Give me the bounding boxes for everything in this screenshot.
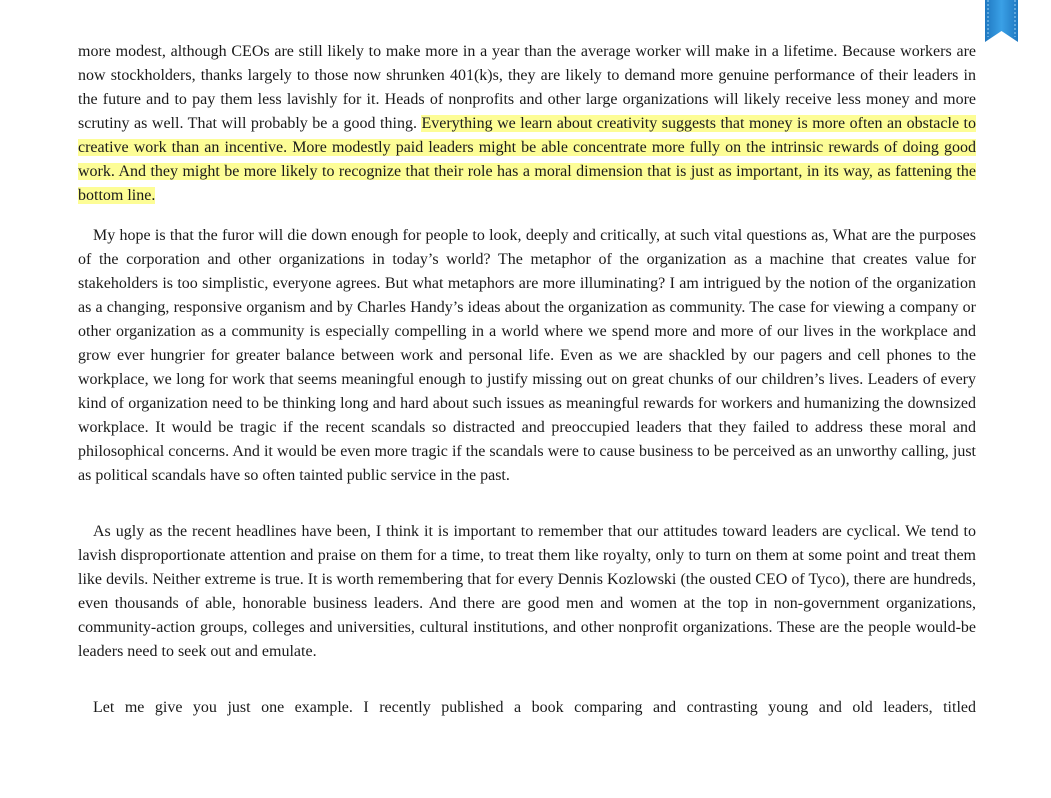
paragraph-4: Let me give you just one example. I recently published a book comparing and contrasting young and old leaders, titled <box>93 699 976 716</box>
paragraph-3: As ugly as the recent headlines have been, I think it is important to remember that our attitudes toward leaders are cyclical. We tend to lavish disproportionate attention and praise on them for a time, to treat them like royalty, only to turn on them at some point and treat them like devils. Neither extreme is true. It is worth remembering that for every Dennis Kozlowski (the ousted CEO of Tyco), there are hundreds, even thousands of able, honorable business leaders. And there are good men and women at the top in non-government organizations, community-action groups, colleges and universities, cultural institutions, and other nonprofit organizations. These are the people would-be leaders need to seek out and emulate. <box>78 523 976 660</box>
paragraph-1 <box>78 40 976 208</box>
bookmark-shape <box>985 0 1018 42</box>
paragraph-2: My hope is that the furor will die down enough for people to look, deeply and critically, at such vital questions as, What are the purposes of the corporation and other organizations in today’s world? The metaphor of the organization as a machine that creates value for stakeholders is too simplistic, everyone agrees. But what metaphors are more illuminating? I am intrigued by the notion of the organization as a changing, responsive organism and by Charles Handy’s ideas about the organization as community. The case for viewing a company or other organization as a community is especially compelling in a world where we spend more and more of our lives in the workplace and grow ever hungrier for greater balance between work and personal life. Even as we are shackled by our pagers and cell phones to the workplace, we long for work that seems meaningful enough to justify missing out on great chunks of our children’s lives. Leaders of every kind of organization need to be thinking long and hard about such issues as meaningful rewards for workers and humanizing the downsized workplace. It would be tragic if the recent scandals so distracted and preoccupied leaders that they failed to address these moral and philosophical concerns. And it would be even more tragic if the scandals were to cause business to be perceived as an unworthy calling, just as political scandals have so often tainted public service in the past. <box>78 227 976 484</box>
bookmark-ribbon-icon[interactable] <box>985 0 1018 42</box>
paragraph-1-text: more modest, although CEOs are still likely to make more in a year than the average worker will make in a lifetime. Because workers are now stockholders, thanks largely to those now shrunken 401(k)s, they are likely to demand more genuine performance of their leaders in the future and to pay them less lavishly for it. Heads of nonprofits and other large organizations will likely receive less money and more scrutiny as well. That will probably be a good thing. <box>78 43 976 132</box>
highlighted-passage[interactable]: Everything we learn about creativity suggests that money is more often an obstacle to creative work than an incentive. More modestly paid leaders might be able concentrate more fully on the intrinsic rewards of doing good work. And they might be more likely to recognize that their role has a moral dimension that is just as important, in its way, as fattening the bottom line. <box>78 115 977 204</box>
book-text <box>78 40 976 720</box>
